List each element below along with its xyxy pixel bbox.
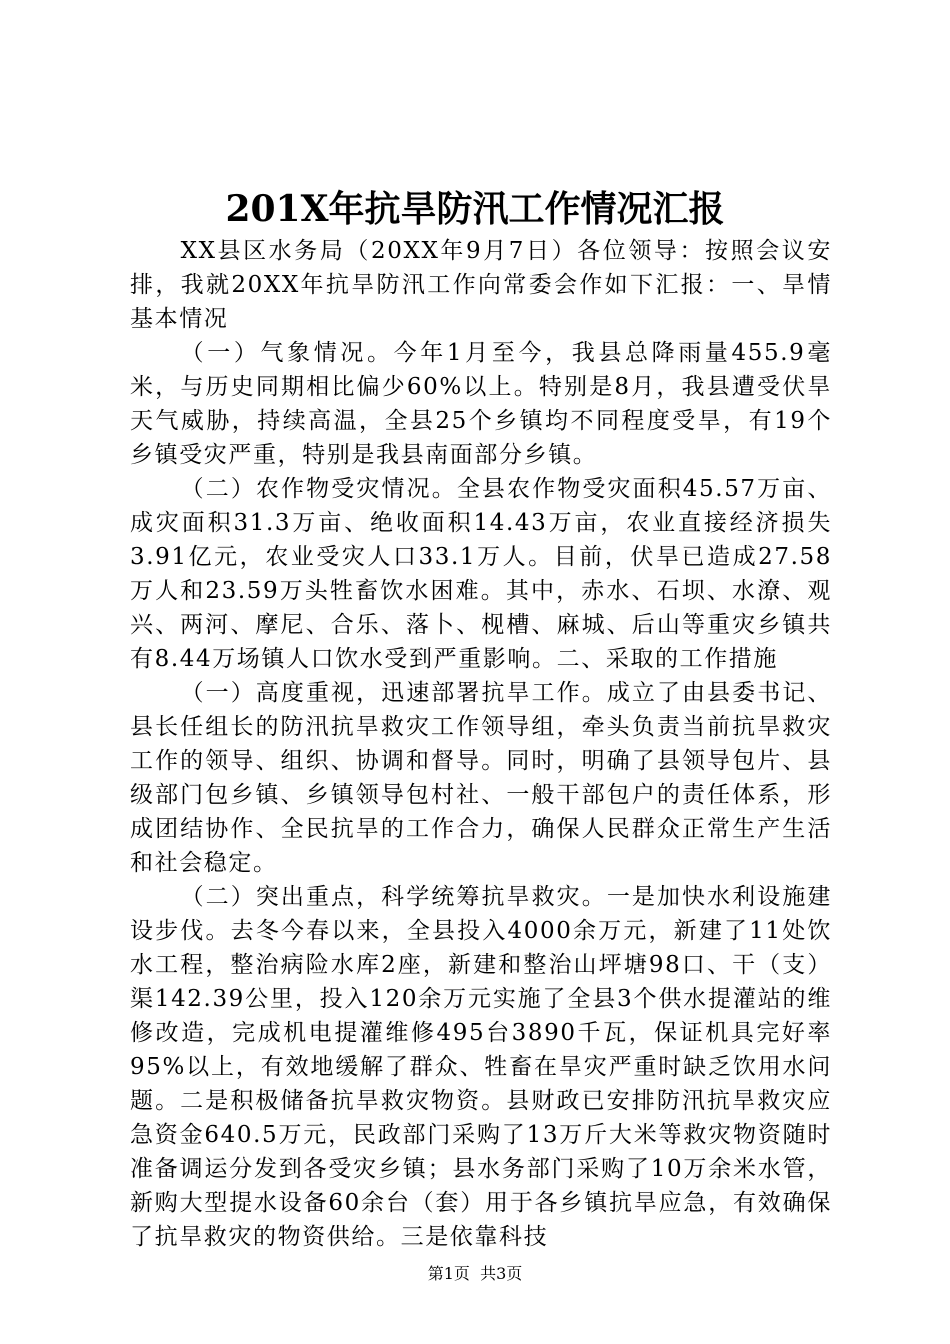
- document-title: 201X年抗旱防汛工作情况汇报: [225, 188, 725, 230]
- paragraph-intro: XX县区水务局（20XX年9月7日）各位领导：按照会议安排，我就20XX年抗旱防汛工作向常委会作如下汇报：一、旱情基本情况: [130, 238, 832, 332]
- page-number: 第1页: [427, 1264, 470, 1283]
- paragraph-crop-damage: （二）农作物受灾情况。全县农作物受灾面积45.57万亩、成灾面积31.3万亩、绝收面积14.43万亩，农业直接经济损失3.91亿元，农业受灾人口33.1万人。目前，伏旱已造成27.58万人和23.59万头牲畜饮水困难。其中，赤水、石坝、水潦、观兴、两河、摩尼、合乐、落卜、枧槽、麻城、后山等重灾乡镇共有8.44万场镇人口饮水受到严重影响。二、采取的工作措施: [130, 476, 832, 672]
- document-body: [130, 234, 832, 1254]
- paragraph-deployment: （一）高度重视，迅速部署抗旱工作。成立了由县委书记、县长任组长的防汛抗旱救灾工作领导组，牵头负责当前抗旱救灾工作的领导、组织、协调和督导。同时，明确了县领导包片、县级部门包乡镇、乡镇领导包村社、一般干部包户的责任体系，形成团结协作、全民抗旱的工作合力，确保人民群众正常生产生活和社会稳定。: [130, 680, 832, 876]
- page-total: 共3页: [480, 1264, 523, 1283]
- page-footer: [0, 1264, 950, 1284]
- paragraph-weather: （一）气象情况。今年1月至今，我县总降雨量455.9毫米，与历史同期相比偏少60%以上。特别是8月，我县遭受伏旱天气威胁，持续高温，全县25个乡镇均不同程度受旱，有19个乡镇受灾严重，特别是我县南面部分乡镇。: [130, 340, 832, 468]
- paragraph-key-measures: （二）突出重点，科学统筹抗旱救灾。一是加快水利设施建设步伐。去冬今春以来，全县投入4000余万元，新建了11处饮水工程，整治病险水库2座，新建和整治山坪塘98口、干（支）渠142.39公里，投入120余万元实施了全县3个供水提灌站的维修改造，完成机电提灌维修495台3890千瓦，保证机具完好率95%以上，有效地缓解了群众、牲畜在旱灾严重时缺乏饮用水问题。二是积极储备抗旱救灾物资。县财政已安排防汛抗旱救灾应急资金640.5万元，民政部门采购了13万斤大米等救灾物资随时准备调运分发到各受灾乡镇；县水务部门采购了10万余米水管，新购大型提水设备60余台（套）用于各乡镇抗旱应急，有效确保了抗旱救灾的物资供给。三是依靠科技: [130, 884, 832, 1250]
